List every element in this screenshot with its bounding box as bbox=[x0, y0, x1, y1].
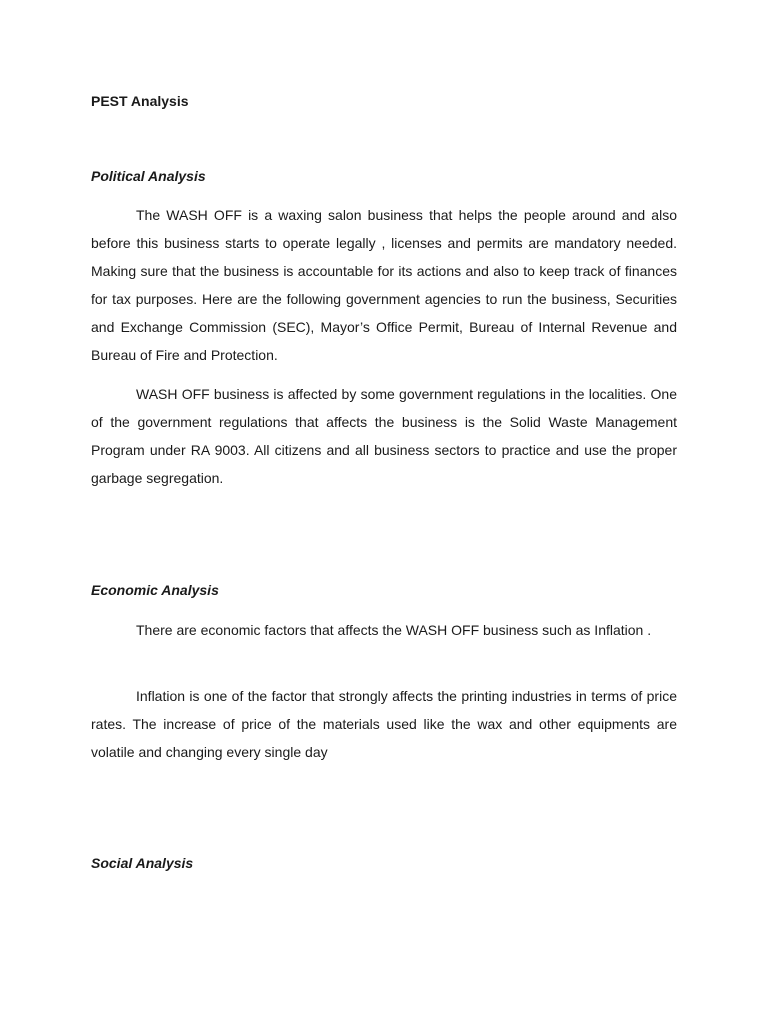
social-analysis-heading: Social Analysis bbox=[91, 855, 194, 871]
political-paragraph-2: WASH OFF business is affected by some government regulations in the localities. One of the government regulations that affects the business is the Solid Waste Management Program under RA 9003. All citizens and all business sectors to practice and use the proper garbage segregation. bbox=[91, 386, 677, 486]
economic-analysis-heading: Economic Analysis bbox=[91, 582, 219, 598]
political-paragraph-1: The WASH OFF is a waxing salon business that helps the people around and also before this business starts to operate legally , licenses and permits are mandatory needed. Making sure that the business is accountable for its actions and also to keep track of finances for tax purposes. Here are the following government agencies to run the business, Securities and Exchange Commission (SEC), Mayor’s Office Permit, Bureau of Internal Revenue and Bureau of Fire and Protection. bbox=[91, 207, 677, 363]
economic-paragraph-1: There are economic factors that affects the WASH OFF business such as Inflation . bbox=[136, 622, 652, 638]
economic-paragraph-2: Inflation is one of the factor that strongly affects the printing industries in terms of price rates. The increase of price of the materials used like the wax and other equipments are volatile and changing every single day bbox=[91, 688, 677, 760]
document-title: PEST Analysis bbox=[91, 93, 189, 109]
political-analysis-heading: Political Analysis bbox=[91, 168, 206, 184]
